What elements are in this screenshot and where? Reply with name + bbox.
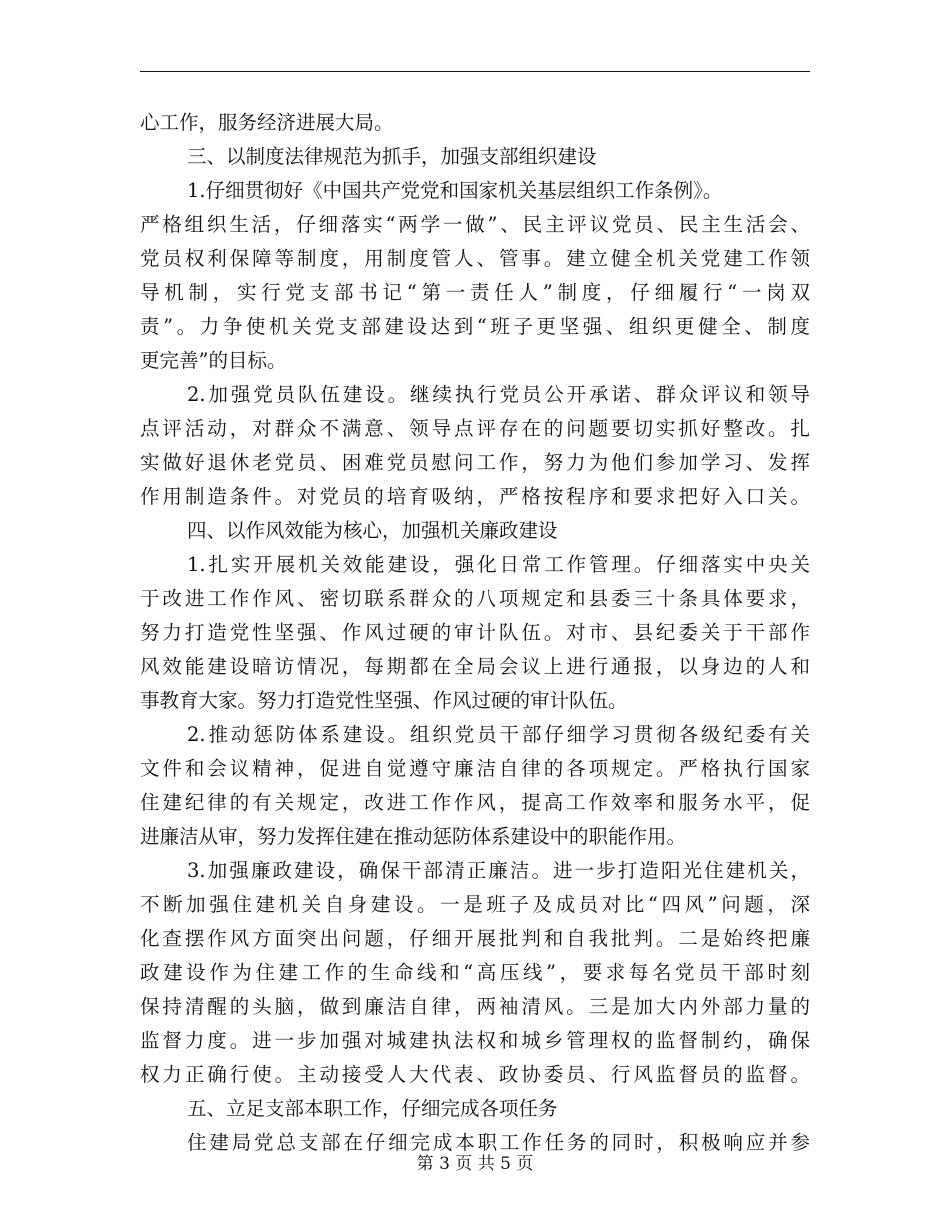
- text-line: 1.仔细贯彻好《中国共产党党和国家机关基层组织工作条例》。: [187, 179, 723, 202]
- text-line: 三、以制度法律规范为抓手，加强支部组织建设: [187, 145, 597, 168]
- text-line: 事教育大家。努力打造党性坚强、作风过硬的审计队伍。: [140, 689, 628, 712]
- text-line: 风效能建设暗访情况，每期都在全局会议上进行通报，以身边的人和: [140, 655, 810, 678]
- text-line: 心工作，服务经济进展大局。: [140, 111, 394, 134]
- page-footer: 第 3 页 共 5 页: [416, 1154, 534, 1174]
- text-line: 点评活动，对群众不满意、领导点评存在的问题要切实抓好整改。扎: [140, 417, 810, 440]
- text-line: 严格组织生活，仔细落实“两学一做”、民主评议党员、民主生活会、: [140, 213, 810, 236]
- document-body: [140, 106, 810, 1160]
- text-line: 努力打造党性坚强、作风过硬的审计队伍。对市、县纪委关于干部作: [140, 621, 810, 644]
- text-line: 住建纪律的有关规定，改进工作作风，提高工作效率和服务水平，促: [140, 791, 810, 814]
- text-line: 作用制造条件。对党员的培育吸纳，严格按程序和要求把好入口关。: [140, 485, 810, 508]
- text-line: 实做好退休老党员、困难党员慰问工作，努力为他们参加学习、发挥: [140, 451, 810, 474]
- text-line: 权力正确行使。主动接受人大代表、政协委员、行风监督员的监督。: [140, 1063, 810, 1086]
- header-rule: [140, 71, 810, 72]
- text-line: 2.推动惩防体系建设。组织党员干部仔细学习贯彻各级纪委有关: [187, 723, 810, 746]
- text-line: 住建局党总支部在仔细完成本职工作任务的同时，积极响应并参: [187, 1131, 810, 1154]
- text-line: 政建设作为住建工作的生命线和“高压线”，要求每名党员干部时刻: [140, 961, 810, 984]
- text-line: 监督力度。进一步加强对城建执法权和城乡管理权的监督制约，确保: [140, 1029, 810, 1052]
- text-line: 3.加强廉政建设，确保干部清正廉洁。进一步打造阳光住建机关，: [187, 859, 810, 882]
- text-line: 2.加强党员队伍建设。继续执行党员公开承诺、群众评议和领导: [187, 383, 810, 406]
- text-line: 导机制，实行党支部书记“第一责任人”制度，仔细履行“一岗双: [140, 281, 810, 304]
- text-line: 1.扎实开展机关效能建设，强化日常工作管理。仔细落实中央关: [187, 553, 810, 576]
- text-line: 进廉洁从审，努力发挥住建在推动惩防体系建设中的职能作用。: [140, 825, 687, 848]
- text-line: 保持清醒的头脑，做到廉洁自律，两袖清风。三是加大内外部力量的: [140, 995, 810, 1018]
- text-line: 不断加强住建机关自身建设。一是班子及成员对比“四风”问题，深: [140, 893, 810, 916]
- text-line: 化查摆作风方面突出问题，仔细开展批判和自我批判。二是始终把廉: [140, 927, 810, 950]
- text-line: 五、立足支部本职工作，仔细完成各项任务: [187, 1097, 558, 1120]
- text-line: 于改进工作作风、密切联系群众的八项规定和县委三十条具体要求，: [140, 587, 810, 610]
- text-line: 四、以作风效能为核心，加强机关廉政建设: [187, 519, 558, 542]
- text-line: 责”。力争使机关党支部建设达到“班子更坚强、组织更健全、制度: [140, 315, 810, 338]
- text-line: 更完善”的目标。: [140, 349, 287, 372]
- text-line: 文件和会议精神，促进自觉遵守廉洁自律的各项规定。严格执行国家: [140, 757, 810, 780]
- text-line: 党员权利保障等制度，用制度管人、管事。建立健全机关党建工作领: [140, 247, 810, 270]
